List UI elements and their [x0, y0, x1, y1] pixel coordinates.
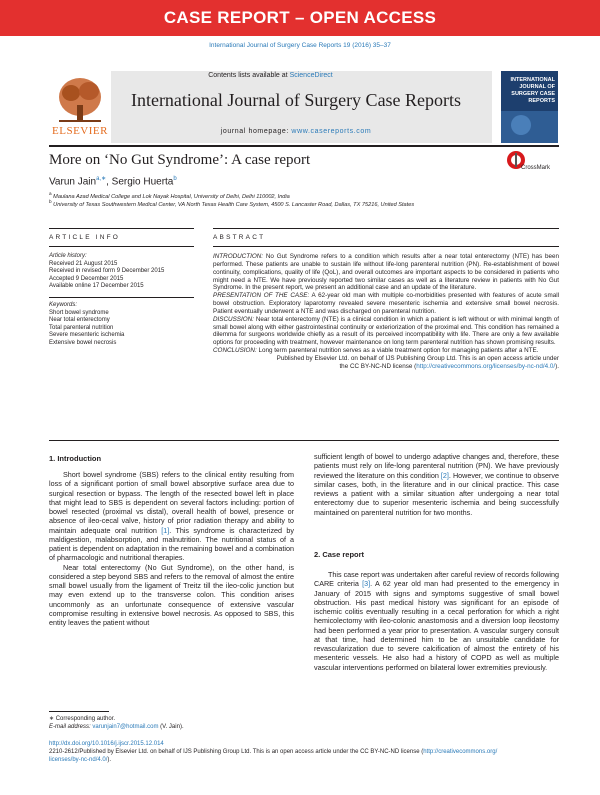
doi-link[interactable]: http://dx.doi.org/10.1016/j.ijscr.2015.12.014	[49, 741, 164, 747]
doi-block	[49, 740, 559, 764]
author-list	[49, 175, 177, 187]
crossmark-label[interactable]: CrossMark	[521, 165, 551, 171]
email-label: E-mail address:	[49, 724, 91, 730]
abstract-label: CONCLUSION:	[213, 347, 257, 355]
abstract-text: A 62-year old man with multiple co-morbidities presented with features of acute small bowel obstruction. Exploratory laparotomy revealed severe mesenteric ischemia and extensive small bowel necrosis. Patient eventually underwent a NTE and was discharged on parenteral nutrition.	[213, 292, 559, 315]
cover-title: INTERNATIONAL JOURNAL OF SURGERY CASE REPORTS	[510, 77, 555, 104]
footnote-email	[49, 723, 299, 731]
keywords-block	[49, 302, 194, 348]
body-paragraph: Near total enterectomy (No Gut Syndrome), on the other hand, is considered a step beyond SBS and refers to the removal of almost the entire small bowel usually from the ligament of Treitz till the ileo-colic junction but may even extend up to the transverse colon. This condition arises uncommonly as an unfortunate consequence of extensive vascular compromise resulting in extensive bowel necrosis. As opposed to SBS, this entity leaves the patient without	[49, 562, 294, 627]
email-link[interactable]: varunjain7@hotmail.com	[92, 724, 159, 730]
history-item: Accepted 9 December 2015	[49, 275, 124, 282]
abstract-heading: ABSTRACT	[213, 234, 266, 241]
journal-citation[interactable]: International Journal of Surgery Case Reports 19 (2016) 35–37	[209, 42, 391, 49]
abstract-conclusion	[213, 347, 559, 355]
history-label: Article history:	[49, 253, 87, 259]
abstract-introduction	[213, 253, 559, 292]
keyword: Extensive bowel necrosis	[49, 339, 117, 346]
body-paragraph	[49, 470, 294, 563]
history-item: Received 21 August 2015	[49, 260, 118, 267]
homepage-prefix: journal homepage:	[220, 128, 292, 135]
reference-link[interactable]: [3]	[362, 579, 371, 589]
abstract-text: No Gut Syndrome refers to a condition which results after a near total enterectomy (NTE) has been performed. These patients are unable to sustain life without life-long parenteral nutrition (PN). Re-establishment of bowel continuity, complications, quality of life (QoL), and overall outcomes are important aspects to be considered in patients who might need a NTE. We have previously reported two similar cases as well as a literature review in patients with No Gut Syndrome. In the present report, we present an additional case and an update of the literature.	[213, 253, 559, 292]
affiliation-mark: b	[49, 199, 52, 204]
abstract-presentation	[213, 292, 559, 316]
body-text: . This syndrome is characterized by maldigestion, malabsorption, and malnutrition. The nutritional status of a patient is dependent on adaptation in the remaining bowel and a combination of pharmacologic and nutritional therapies.	[49, 525, 294, 563]
homepage-link[interactable]: www.casereports.com	[291, 128, 372, 135]
copyright-license-link-cont[interactable]: licenses/by-nc-nd/4.0/	[49, 757, 108, 763]
keyword: Near total enterectomy	[49, 317, 110, 324]
reference-link[interactable]: [2]	[440, 470, 449, 480]
copyright-suffix: ).	[107, 757, 112, 763]
abstract-label: INTRODUCTION:	[213, 253, 264, 260]
contents-prefix: Contents lists available at	[208, 72, 290, 79]
body-text: . However, we continue to observe similar cases, both, in the literature and in our clinical practice. This case reviews a patient with a similar situation after undergoing a near total enterectomy due to superior mesenteric ischemia and being successfully maintained on parenteral nutrition for two months.	[314, 470, 560, 517]
abstract-label: PRESENTATION OF THE CASE:	[213, 292, 310, 300]
article-history	[49, 253, 194, 291]
elsevier-wordmark: ELSEVIER	[52, 125, 108, 137]
journal-homepage	[100, 128, 492, 135]
abstract-mid-rule	[213, 246, 559, 247]
copyright-line	[49, 748, 559, 756]
license-link[interactable]: http://creativecommons.org/licenses/by-nc-nd/4.0/	[416, 362, 556, 370]
license-prefix: the CC BY-NC-ND license (	[339, 362, 417, 370]
abstract-body	[213, 253, 559, 371]
email-suffix: (V. Jain).	[158, 724, 184, 730]
footnote-rule	[49, 711, 109, 712]
article-title: More on ‘No Gut Syndrome’: A case report	[49, 152, 311, 168]
keyword: Severe mesenteric ischemia	[49, 332, 125, 339]
keyword: Short bowel syndrome	[49, 309, 109, 316]
open-access-banner: CASE REPORT – OPEN ACCESS	[0, 0, 600, 36]
author-name[interactable]: Varun Jain	[49, 176, 97, 188]
sciencedirect-link[interactable]: ScienceDirect	[289, 72, 333, 79]
copyright-license-link[interactable]: http://creativecommons.org/	[423, 749, 498, 755]
author-name[interactable]: Sergio Huerta	[111, 176, 174, 188]
copyright-line-2	[49, 756, 559, 764]
history-item: Available online 17 December 2015	[49, 283, 144, 290]
reference-link[interactable]: [1]	[161, 525, 170, 535]
copyright-text: 2210-2612/Published by Elsevier Ltd. on behalf of IJS Publishing Group Ltd. This is an open access article under the CC BY-NC-ND license (	[49, 749, 424, 755]
affiliation-text: University of Texas Southwestern Medical Center, VA North Texas Health Care System, 4500 S. Lancaster Road, Dallas, TX 75216, United States	[53, 201, 415, 208]
affiliation-text: Maulana Azad Medical College and Lok Nayak Hospital, University of Delhi, Delhi 110002, India	[53, 193, 290, 200]
abstract-discussion	[213, 316, 559, 347]
affiliation-mark: a	[49, 191, 52, 196]
journal-cover-image[interactable]	[501, 71, 558, 143]
body-text: Short bowel syndrome (SBS) refers to the clinical entity resulting from loss of a significant portion of small bowel absorptive surface area due to surgical resection or bypass. The length of the resected bowel left in place that might lead to SBS is dependent on several factors including: portion of bowel resected (proximal vs distal), overall health of bowel, presence or absence of ileo-cecal valve, history of prior radiation therapy and ability to maintain adequate oral nutrition	[49, 470, 294, 535]
abstract-top-rule	[213, 228, 559, 229]
keyword: Total parenteral nutrition	[49, 324, 114, 331]
publisher-statement: Published by Elsevier Ltd. on behalf of IJS Publishing Group Ltd. This is an open access article under	[276, 354, 559, 362]
section-heading-introduction: 1. Introduction	[49, 454, 102, 463]
header-divider	[49, 145, 559, 147]
body-paragraph	[314, 452, 559, 517]
corresponding-author-footnote	[49, 715, 299, 731]
case-report-column	[314, 570, 559, 672]
keywords-label: Keywords:	[49, 302, 78, 308]
introduction-right-column	[314, 452, 559, 517]
section-heading-case-report: 2. Case report	[314, 550, 365, 559]
article-info-top-rule	[49, 228, 194, 229]
license-suffix: ).	[555, 362, 559, 370]
abstract-bottom-rule	[49, 440, 559, 441]
introduction-left-column	[49, 470, 294, 627]
footnote-corresponding: ∗ Corresponding author.	[49, 716, 116, 722]
crossmark-icon[interactable]	[504, 149, 560, 175]
body-paragraph	[314, 570, 559, 672]
history-item: Received in revised form 9 December 2015	[49, 268, 165, 275]
keywords-divider	[49, 297, 194, 298]
affiliation-b	[49, 199, 414, 208]
author-affiliation-mark: a,∗	[96, 176, 107, 182]
author-separator: ,	[106, 176, 112, 188]
body-text: This case report was undertaken after careful review of records following CARE criteria	[314, 570, 559, 589]
abstract-label: DISCUSSION:	[213, 315, 254, 323]
author-affiliation-mark: b	[173, 176, 177, 182]
body-text: sufficient length of bowel to undergo adaptive changes and, therefore, these patients must rely on life-long parenteral nutrition (PN). We have previously reviewed the literature on this condition	[314, 452, 559, 480]
body-text: . A 62 year old man had presented to the emergency in January of 2015 with signs and symptoms suggestive of small bowel obstruction. His past medical history was significant for an episode of ischemic colitis eventually resulting in a cecal perforation for which a right hemicolectomy with ileo-colonic anastomosis and a diversion loop ileostomy had been performed a year prior to presentation. A vascular surgery consult at that time, had determined him to be an unsuitable candidate for revascularization due to severe calcification of almost the entirety of his mesenteric vessels. He also had a history of COPD as well as multiple vascular interventions performed on bilateral lower extremities previously.	[314, 579, 559, 672]
license-statement	[213, 363, 559, 371]
journal-title: International Journal of Surgery Case Reports	[130, 90, 462, 110]
article-info-mid-rule	[49, 246, 194, 247]
article-info-heading: ARTICLE INFO	[49, 234, 121, 241]
abstract-text: Near total enterectomy (NTE) is a clinical condition in which a patient is left without or with minimal length of small bowel along with either gastrointestinal continuity or exteriorization of the proximal end. This condition has remained a dilemma for surgeons worldwide chiefly as a result of its perceived incompatibility with life. There are only a few available options for proceeding with treatment, however maintenance on long term parenteral nutrition has shown promising results.	[213, 315, 559, 347]
abstract-text: Long term parenteral nutrition serves as a viable treatment option for managing patients after a NTE.	[256, 347, 539, 355]
contents-line	[49, 71, 492, 81]
